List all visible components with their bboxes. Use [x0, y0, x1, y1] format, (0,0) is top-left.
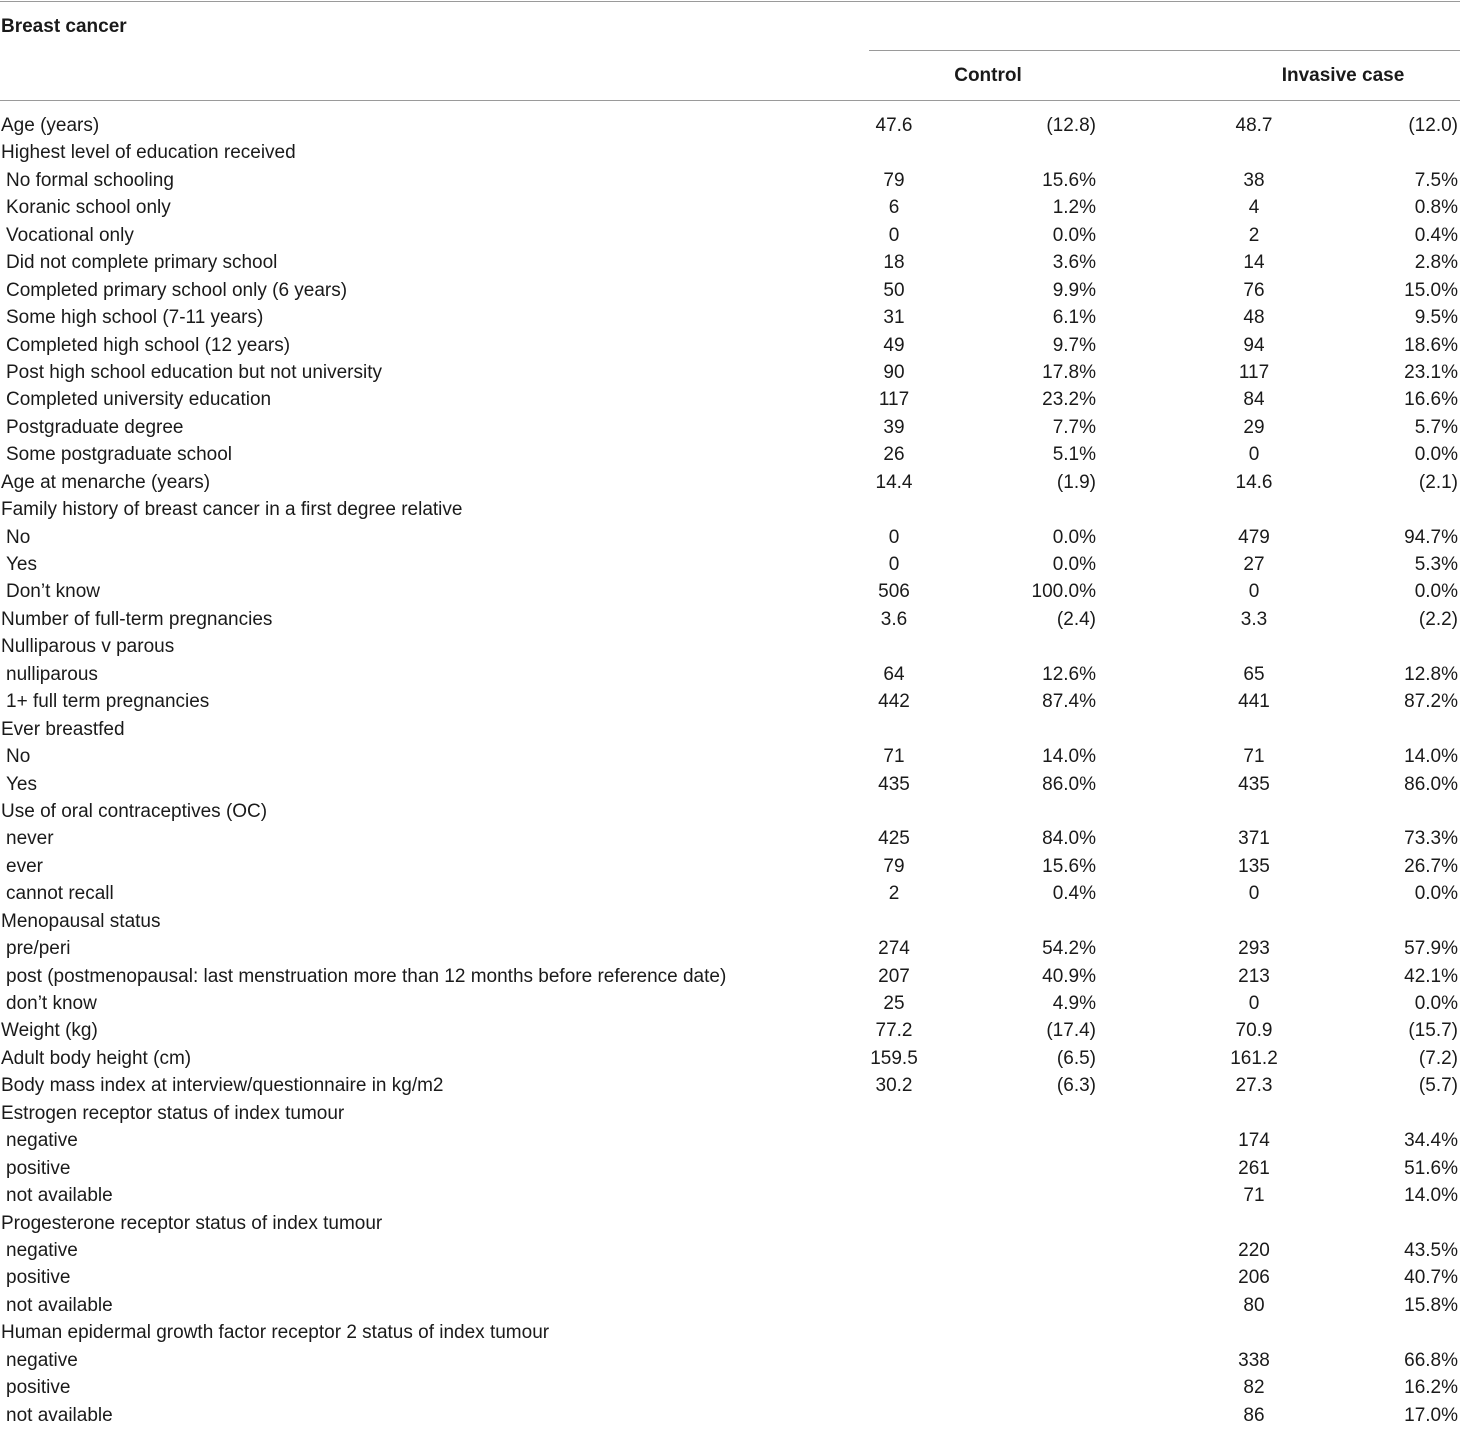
table-row: [0, 1237, 1460, 1264]
table-row: [0, 688, 1460, 715]
table-row: [0, 524, 1460, 551]
invasive-percent: 0.0%: [1414, 993, 1458, 1014]
invasive-value: 71: [1243, 746, 1265, 768]
row-label: never: [6, 828, 54, 850]
invasive-percent: 87.2%: [1404, 691, 1458, 713]
table-row: [0, 167, 1460, 194]
invasive-percent: (2.1): [1418, 471, 1458, 493]
invasive-value: 27.3: [1235, 1075, 1273, 1097]
row-label: cannot recall: [6, 883, 114, 905]
row-label: Some postgraduate school: [6, 444, 233, 466]
control-percent: 0.0%: [1052, 554, 1096, 575]
invasive-percent: 0.0%: [1414, 444, 1458, 466]
row-label: Completed primary school only (6 years): [6, 279, 348, 301]
row-label: Yes: [6, 554, 37, 575]
table-row: [0, 1210, 1460, 1237]
invasive-percent: 2.8%: [1414, 252, 1458, 274]
invasive-percent: 94.7%: [1404, 526, 1458, 548]
control-percent: 6.1%: [1052, 307, 1096, 329]
invasive-value: 48: [1243, 307, 1265, 329]
table-row: [0, 1292, 1460, 1319]
row-label: Weight (kg): [1, 1020, 98, 1042]
row-label: not available: [6, 1294, 113, 1316]
control-percent: 4.9%: [1052, 993, 1096, 1014]
table-row: [0, 1374, 1460, 1401]
table-row: [0, 661, 1460, 688]
invasive-value: 76: [1243, 279, 1265, 301]
table-row: [0, 963, 1460, 990]
invasive-percent: (12.0): [1408, 115, 1458, 136]
row-label: Body mass index at interview/questionnaire in kg/m2: [1, 1075, 444, 1097]
row-label: No: [6, 526, 31, 548]
table-row: [0, 716, 1460, 743]
control-value: 71: [883, 746, 905, 768]
invasive-percent: 57.9%: [1404, 938, 1458, 960]
row-label: Estrogen receptor status of index tumour: [1, 1102, 345, 1124]
control-percent: 15.6%: [1042, 169, 1096, 191]
invasive-value: 261: [1238, 1157, 1270, 1179]
control-value: 25: [883, 993, 905, 1014]
control-value: 207: [878, 965, 910, 987]
invasive-value: 174: [1238, 1130, 1270, 1152]
invasive-percent: (7.2): [1418, 1047, 1458, 1069]
table-row: [0, 359, 1460, 386]
row-label: Some high school (7-11 years): [6, 307, 264, 329]
invasive-value: 338: [1238, 1349, 1270, 1371]
control-percent: 40.9%: [1042, 965, 1096, 987]
invasive-value: 441: [1238, 691, 1270, 713]
control-percent: 15.6%: [1042, 855, 1096, 877]
row-label: Postgraduate degree: [6, 416, 184, 438]
control-value: 3.6: [880, 608, 908, 630]
control-value: 117: [878, 389, 910, 411]
row-label: not available: [6, 1185, 113, 1207]
row-label: post (postmenopausal: last menstruation more than 12 months before reference date): [6, 965, 727, 987]
invasive-value: 293: [1238, 938, 1270, 960]
row-label: Age (years): [1, 115, 100, 136]
table-row: [0, 1182, 1460, 1209]
row-label: Adult body height (cm): [1, 1047, 192, 1069]
invasive-percent: 14.0%: [1404, 1185, 1458, 1207]
invasive-value: 371: [1238, 828, 1270, 850]
invasive-percent: 23.1%: [1404, 361, 1458, 383]
row-label: pre/peri: [6, 938, 71, 960]
row-label: Highest level of education received: [1, 142, 296, 164]
invasive-value: 0: [1248, 993, 1260, 1014]
table-row: [0, 1072, 1460, 1099]
invasive-value: 161.2: [1230, 1047, 1278, 1069]
invasive-value: 0: [1248, 581, 1260, 603]
control-percent: 14.0%: [1042, 746, 1096, 768]
table-row: [0, 496, 1460, 523]
invasive-value: 0: [1248, 444, 1260, 466]
table-row: [0, 441, 1460, 468]
row-label: nulliparous: [6, 663, 98, 685]
invasive-percent: 18.6%: [1404, 334, 1458, 356]
control-percent: (12.8): [1046, 115, 1096, 136]
row-label: negative: [6, 1130, 78, 1152]
row-label: ever: [6, 855, 43, 877]
control-value: 14.4: [875, 471, 913, 493]
table-row: [0, 1017, 1460, 1044]
control-value: 0: [888, 526, 900, 548]
control-percent: 87.4%: [1042, 691, 1096, 713]
control-value: 39: [883, 416, 905, 438]
control-value: 425: [878, 828, 910, 850]
row-label: Completed high school (12 years): [6, 334, 291, 356]
table-row: [0, 1155, 1460, 1182]
invasive-value: 220: [1238, 1239, 1270, 1261]
control-percent: 0.0%: [1052, 224, 1096, 246]
row-label: Completed university education: [6, 389, 272, 411]
invasive-value: 479: [1238, 526, 1270, 548]
control-value: 0: [888, 554, 900, 575]
invasive-value: 0: [1248, 883, 1260, 905]
invasive-percent: (2.2): [1418, 608, 1458, 630]
control-percent: 7.7%: [1052, 416, 1096, 438]
table-row: [0, 551, 1460, 578]
control-value: 442: [878, 691, 910, 713]
row-label: not available: [6, 1404, 113, 1426]
control-percent: 84.0%: [1042, 828, 1096, 850]
column-header-invasive-case: Invasive case: [1281, 65, 1405, 86]
table-row: [0, 1264, 1460, 1291]
row-label: 1+ full term pregnancies: [6, 691, 210, 713]
control-percent: (2.4): [1056, 608, 1096, 630]
table-row: [0, 304, 1460, 331]
row-label: Age at menarche (years): [1, 471, 211, 493]
row-label: positive: [6, 1267, 71, 1289]
control-value: 47.6: [875, 115, 913, 136]
control-percent: 5.1%: [1052, 444, 1096, 466]
control-percent: 100.0%: [1031, 581, 1096, 603]
control-value: 18: [883, 252, 905, 274]
invasive-percent: 0.0%: [1414, 581, 1458, 603]
row-label: Did not complete primary school: [6, 252, 278, 274]
control-percent: 23.2%: [1042, 389, 1096, 411]
row-label: Menopausal status: [1, 910, 161, 932]
table-row: [0, 332, 1460, 359]
row-label: positive: [6, 1157, 71, 1179]
table-row: [0, 1100, 1460, 1127]
invasive-percent: 9.5%: [1414, 307, 1458, 329]
invasive-percent: 14.0%: [1404, 746, 1458, 768]
table-row: [0, 1045, 1460, 1072]
control-value: 435: [878, 773, 910, 795]
invasive-value: 29: [1243, 416, 1265, 438]
control-percent: (6.3): [1056, 1075, 1096, 1097]
control-value: 2: [888, 883, 900, 905]
table-row: [0, 880, 1460, 907]
table-row: [0, 249, 1460, 276]
invasive-value: 84: [1243, 389, 1265, 411]
control-value: 159.5: [870, 1047, 918, 1069]
invasive-percent: 0.4%: [1414, 224, 1458, 246]
invasive-value: 213: [1238, 965, 1270, 987]
table-header-rule: [0, 100, 1460, 101]
control-percent: 17.8%: [1042, 361, 1096, 383]
invasive-percent: 43.5%: [1404, 1239, 1458, 1261]
invasive-value: 117: [1238, 361, 1270, 383]
invasive-percent: 16.6%: [1404, 389, 1458, 411]
row-label: Vocational only: [6, 224, 134, 246]
invasive-percent: 7.5%: [1414, 169, 1458, 191]
control-percent: 9.9%: [1052, 279, 1096, 301]
invasive-value: 14.6: [1235, 471, 1273, 493]
control-value: 49: [883, 334, 905, 356]
invasive-percent: 86.0%: [1404, 773, 1458, 795]
control-percent: 3.6%: [1052, 252, 1096, 274]
invasive-value: 14: [1243, 252, 1265, 274]
table-row: [0, 194, 1460, 221]
invasive-percent: 17.0%: [1404, 1404, 1458, 1426]
control-percent: 54.2%: [1042, 938, 1096, 960]
control-value: 26: [883, 444, 905, 466]
column-header-control: Control: [954, 65, 1022, 86]
table-title: Breast cancer: [1, 16, 127, 37]
invasive-percent: 0.8%: [1414, 197, 1458, 219]
row-label: Family history of breast cancer in a first degree relative: [1, 499, 463, 521]
control-value: 6: [888, 197, 900, 219]
invasive-value: 70.9: [1235, 1020, 1273, 1042]
table-row: [0, 1319, 1460, 1346]
control-value: 64: [883, 663, 905, 685]
invasive-value: 3.3: [1240, 608, 1268, 630]
table-row: [0, 469, 1460, 496]
row-label: Yes: [6, 773, 37, 795]
invasive-value: 2: [1248, 224, 1260, 246]
table-row: [0, 743, 1460, 770]
invasive-value: 65: [1243, 663, 1265, 685]
control-value: 506: [878, 581, 910, 603]
invasive-value: 135: [1238, 855, 1270, 877]
table-row: [0, 853, 1460, 880]
invasive-percent: (5.7): [1418, 1075, 1458, 1097]
control-percent: (17.4): [1046, 1020, 1096, 1042]
invasive-percent: 42.1%: [1404, 965, 1458, 987]
row-label: Use of oral contraceptives (OC): [1, 800, 268, 822]
table-row: [0, 771, 1460, 798]
table-row: [0, 990, 1460, 1017]
invasive-percent: (15.7): [1408, 1020, 1458, 1042]
control-value: 79: [883, 169, 905, 191]
row-label: Progesterone receptor status of index tumour: [1, 1212, 383, 1234]
invasive-percent: 15.8%: [1404, 1294, 1458, 1316]
row-label: Human epidermal growth factor receptor 2 status of index tumour: [1, 1322, 550, 1344]
invasive-percent: 5.3%: [1414, 554, 1458, 575]
control-value: 30.2: [875, 1075, 913, 1097]
invasive-value: 48.7: [1235, 115, 1273, 136]
control-percent: 1.2%: [1052, 197, 1096, 219]
invasive-percent: 16.2%: [1404, 1377, 1458, 1399]
row-label: positive: [6, 1377, 71, 1399]
table-row: [0, 277, 1460, 304]
invasive-percent: 34.4%: [1404, 1130, 1458, 1152]
table-row: [0, 935, 1460, 962]
row-label: No: [6, 746, 31, 768]
table-row: [0, 414, 1460, 441]
invasive-value: 80: [1243, 1294, 1265, 1316]
invasive-percent: 26.7%: [1404, 855, 1458, 877]
invasive-value: 82: [1243, 1377, 1265, 1399]
invasive-percent: 12.8%: [1404, 663, 1458, 685]
table-top-rule: [0, 1, 1460, 2]
invasive-value: 86: [1243, 1404, 1265, 1426]
control-percent: 86.0%: [1042, 773, 1096, 795]
invasive-percent: 51.6%: [1404, 1157, 1458, 1179]
row-label: don’t know: [6, 993, 97, 1014]
control-value: 79: [883, 855, 905, 877]
control-value: 90: [883, 361, 905, 383]
row-label: No formal schooling: [6, 169, 174, 191]
table-row: [0, 633, 1460, 660]
control-percent: (6.5): [1056, 1047, 1096, 1069]
control-percent: 9.7%: [1052, 334, 1096, 356]
table-row: [0, 139, 1460, 166]
table-row: [0, 798, 1460, 825]
invasive-value: 27: [1243, 554, 1265, 575]
table-row: [0, 908, 1460, 935]
table-row: [0, 1127, 1460, 1154]
row-label: Post high school education but not university: [6, 361, 383, 383]
table-row: [0, 112, 1460, 139]
table-body: [0, 112, 1460, 1429]
table-row: [0, 1347, 1460, 1374]
table-row: [0, 825, 1460, 852]
control-percent: (1.9): [1056, 471, 1096, 493]
invasive-value: 435: [1238, 773, 1270, 795]
invasive-value: 38: [1243, 169, 1265, 191]
group-header-rule: [869, 50, 1460, 51]
control-value: 50: [883, 279, 905, 301]
invasive-value: 4: [1248, 197, 1260, 219]
table-row: [0, 606, 1460, 633]
control-value: 31: [883, 307, 905, 329]
invasive-percent: 5.7%: [1414, 416, 1458, 438]
table-row: [0, 578, 1460, 605]
invasive-percent: 15.0%: [1404, 279, 1458, 301]
invasive-value: 71: [1243, 1185, 1265, 1207]
control-percent: 12.6%: [1042, 663, 1096, 685]
table-row: [0, 222, 1460, 249]
control-value: 0: [888, 224, 900, 246]
row-label: negative: [6, 1239, 78, 1261]
row-label: Number of full-term pregnancies: [1, 608, 273, 630]
invasive-value: 206: [1238, 1267, 1270, 1289]
control-value: 77.2: [875, 1020, 913, 1042]
control-value: 274: [878, 938, 910, 960]
control-percent: 0.4%: [1052, 883, 1096, 905]
row-label: Koranic school only: [6, 197, 171, 219]
invasive-percent: 40.7%: [1404, 1267, 1458, 1289]
table-row: [0, 386, 1460, 413]
invasive-percent: 0.0%: [1414, 883, 1458, 905]
control-percent: 0.0%: [1052, 526, 1096, 548]
invasive-value: 94: [1243, 334, 1265, 356]
invasive-percent: 73.3%: [1404, 828, 1458, 850]
invasive-percent: 66.8%: [1404, 1349, 1458, 1371]
row-label: negative: [6, 1349, 78, 1371]
row-label: Ever breastfed: [1, 718, 125, 740]
row-label: Don’t know: [6, 581, 100, 603]
row-label: Nulliparous v parous: [1, 636, 175, 658]
